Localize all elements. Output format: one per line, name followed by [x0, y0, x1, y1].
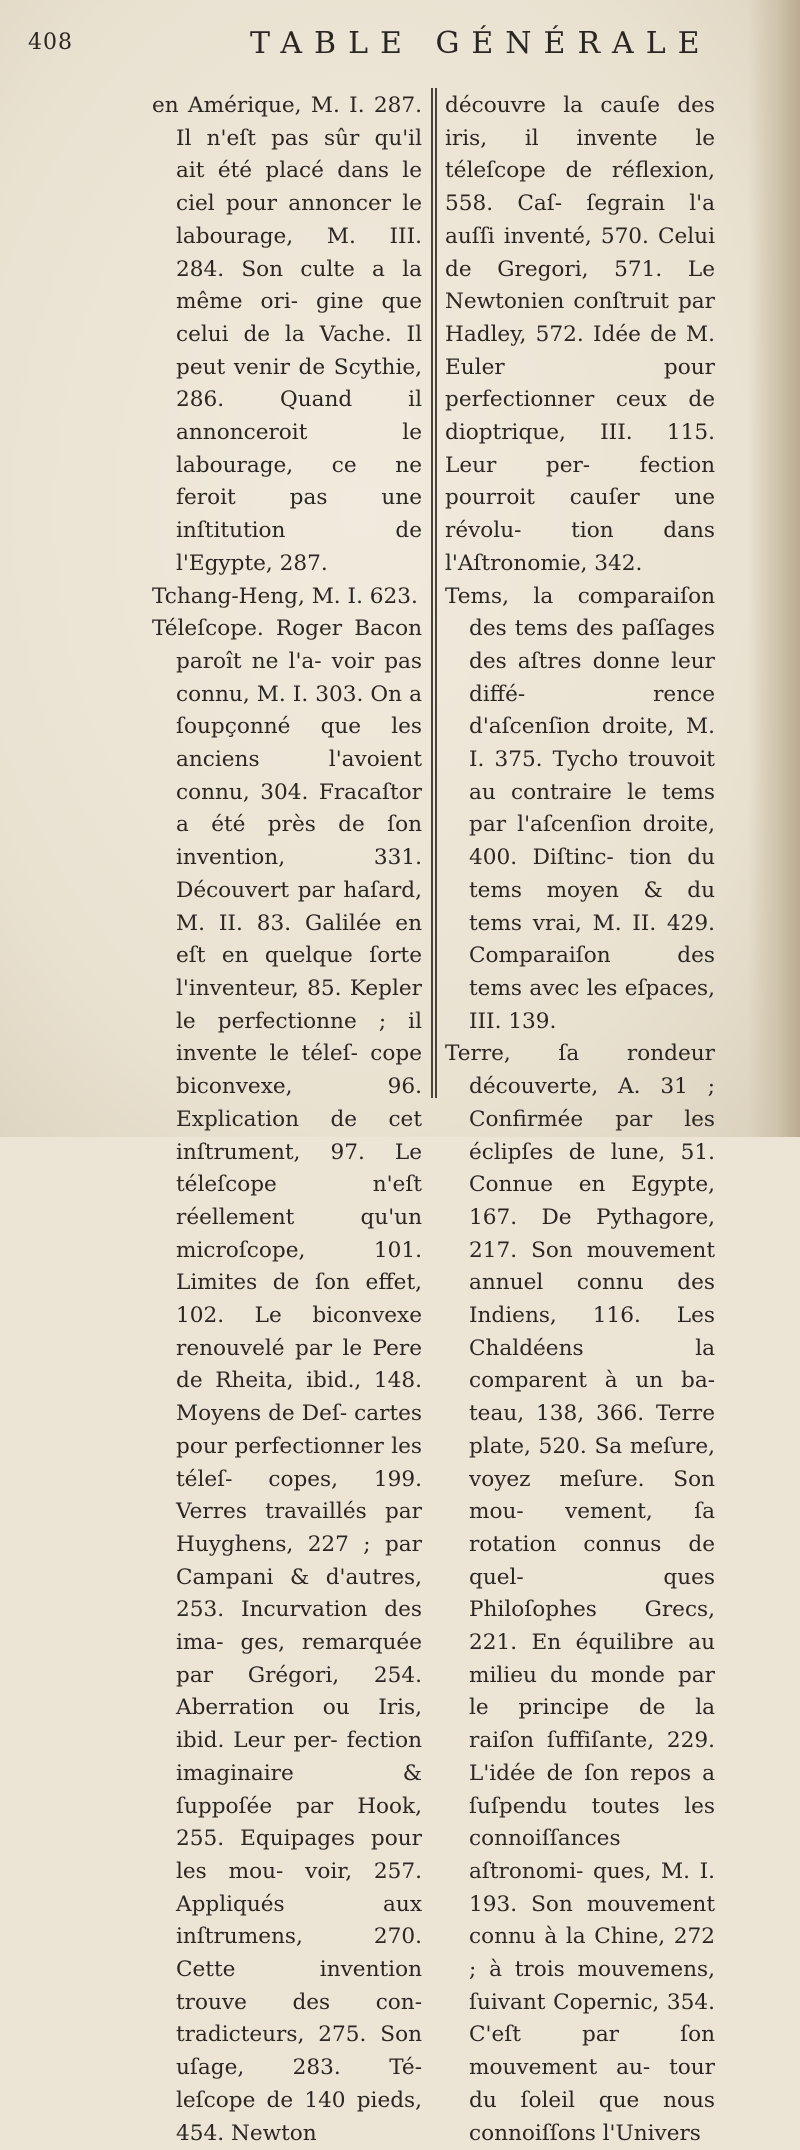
entry-terre: Terre, ſa rondeur découverte, A. 31 ; Confirmée par les éclipſes de lune, 51. Connue en Egypte, 167. De Pythagore, 217. Son mouvement annuel connu des Indiens, 116. Les Chaldéens la comparent à un ba- teau, 138, 366. Terre plate, 520. Sa meſure, voyez meſure. Son mou- vement, ſa rotation connus de quel- ques Philoſophes Grecs, 221. En équilibre au milieu du monde par le principe de la raiſon ſuffiſante, 229. L'idée de ſon repos a ſuſpendu toutes les connoiſſances aſtronomi- ques, M. I. 193. Son mouvement connu à la Chine, 272 ; à trois mouvemens, ſuivant Copernic, 354. C'eſt par ſon mouvement au- tour du ſoleil que nous connoiſſons l'Univers	[445, 1041, 715, 2146]
column-divider-right	[435, 88, 437, 1098]
entry-tems: Tems, la comparaiſon des tems des paſſages des aſtres donne leur diffé- rence d'aſcenſion droite, M. I. 375. Tycho trouvoit au contraire le tems par l'aſcenſion droite, 400. Diſtinc- tion du tems moyen & du tems vrai, M. II. 429. Comparaiſon des tems avec les eſpaces, III. 139.	[445, 583, 715, 1034]
page-edge	[748, 0, 800, 1137]
right-column	[445, 90, 715, 2146]
entry-telescope-continued: découvre la cauſe des iris, il invente le téleſcope de réflexion, 558. Caſ- ſegrain l'a auſſi inventé, 570. Celui de Gregori, 571. Le Newtonien conſtruit par Hadley, 572. Idée de M. Euler pour perfectionner ceux de dioptrique, III. 115. Leur per- fection pourroit cauſer une révolu- tion dans l'Aſtronomie, 342.	[445, 93, 715, 576]
page-number: 408	[28, 30, 73, 55]
running-title: TABLE GÉNÉRALE	[250, 26, 712, 61]
entry-taureau-continued: en Amérique, M. I. 287. Il n'eſt pas sûr qu'il ait été placé dans le ciel pour annoncer le labourage, M. III. 284. Son culte a la même ori- gine que celui de la Vache. Il peut venir de Scythie, 286. Quand il annonceroit le labourage, ce ne feroit pas une inſtitution de l'Egypte, 287.	[152, 93, 422, 576]
entry-telescope: Téleſcope. Roger Bacon paroît ne l'a- voir pas connu, M. I. 303. On a ſoupçonné que les anciens l'avoient connu, 304. Fracaſtor a été près de ſon invention, 331. Découvert par haſard, M. II. 83. Galilée en eſt en quelque ſorte l'inventeur, 85. Kepler le perfectionne ; il invente le téleſ- cope biconvexe, 96. Explication de cet inſtrument, 97. Le téleſcope n'eſt réellement qu'un microſcope, 101. Limites de ſon effet, 102. Le biconvexe renouvelé par le Pere de Rheita, ibid., 148. Moyens de Deſ- cartes pour perfectionner les téleſ- copes, 199. Verres travaillés par Huyghens, 227 ; par Campani & d'autres, 253. Incurvation des ima- ges, remarquée par Grégori, 254. Aberration ou Iris, ibid. Leur per- fection imaginaire & ſuppoſée par Hook, 255. Equipages pour les mou- voir, 257. Appliqués aux inſtrumens, 270. Cette invention trouve des con- tradicteurs, 275. Son uſage, 283. Té- leſcope de 140 pieds, 454. Newton	[152, 616, 422, 2146]
page-header	[20, 26, 780, 66]
column-divider-left	[431, 88, 433, 1098]
entry-tchang-heng: Tchang-Heng, M. I. 623.	[152, 583, 418, 609]
left-column	[152, 90, 422, 2146]
